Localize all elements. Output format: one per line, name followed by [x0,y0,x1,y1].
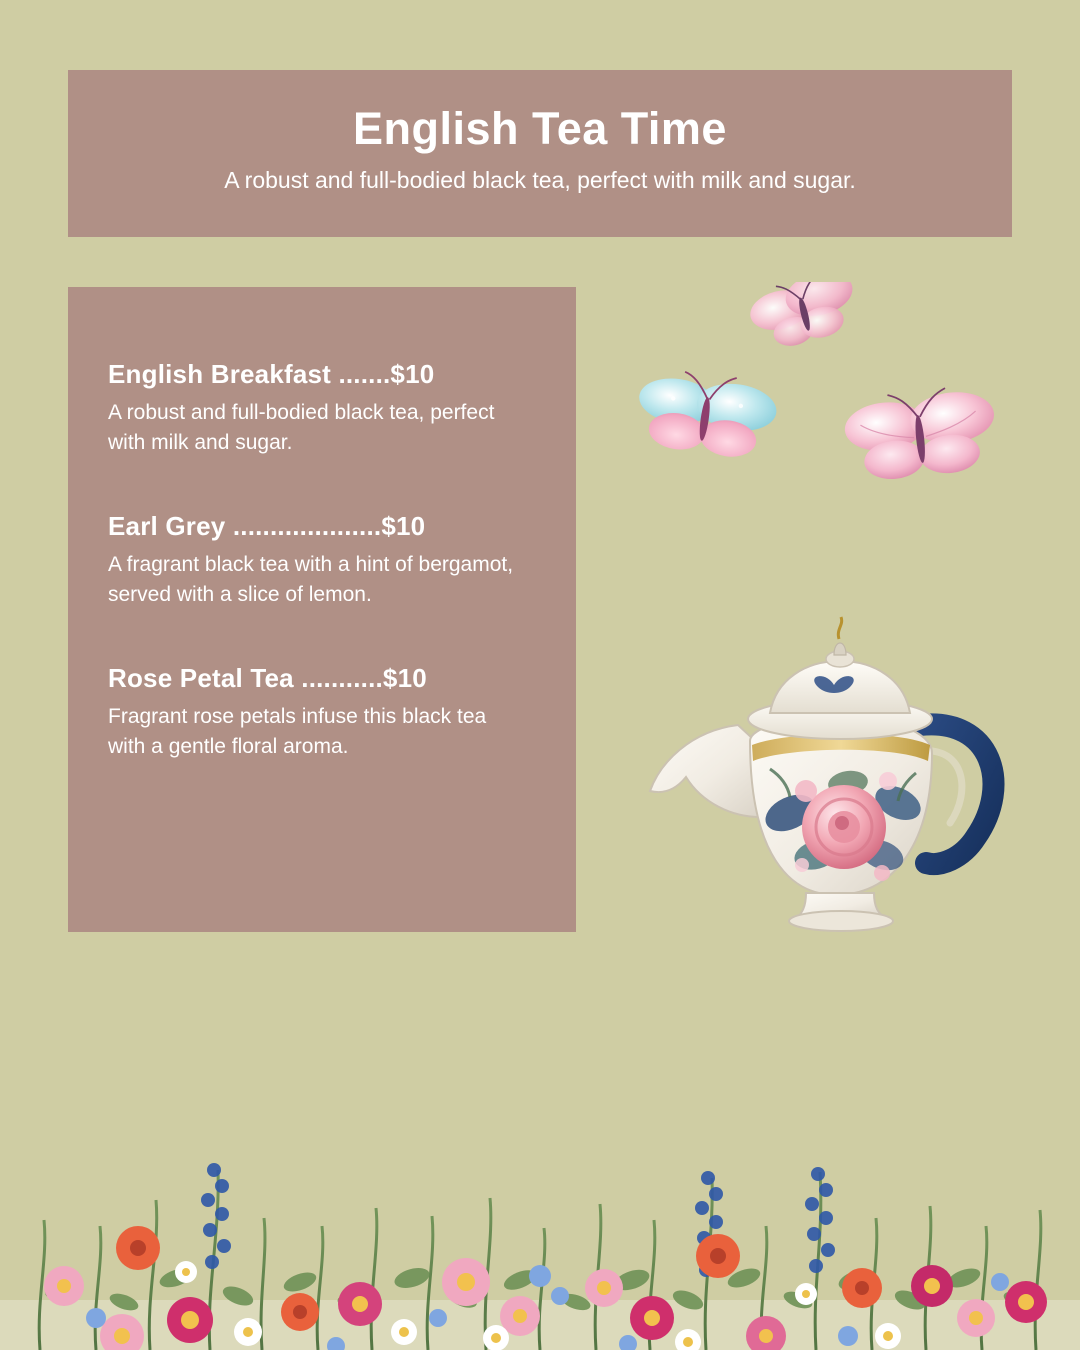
menu-item-description: A robust and full-bodied black tea, perfect with milk and sugar. [108,401,495,455]
page-title: English Tea Time [353,102,727,154]
menu-item [108,511,536,611]
menu-item-title: Rose Petal Tea ...........$10 [108,662,427,693]
teapot-icon [620,555,1020,950]
menu-item-description: Fragrant rose petals infuse this black tea with a gentle floral aroma. [108,704,487,759]
menu-item-title: English Breakfast .......$10 [108,359,435,389]
menu-item [108,359,536,459]
butterflies-icon [620,282,1020,532]
menu-spacer [108,489,536,511]
menu-spacer [108,641,536,663]
menu-item [108,663,536,763]
menu-item-title: Earl Grey ....................$10 [108,510,426,541]
header-band [68,70,1012,237]
flower-border-icon [0,1050,1080,1350]
menu-item-description: A fragrant black tea with a hint of bergamot, served with a slice of lemon. [108,552,514,607]
menu-panel [68,287,576,932]
page-subtitle: A robust and full-bodied black tea, perfect with milk and sugar. [224,166,856,193]
